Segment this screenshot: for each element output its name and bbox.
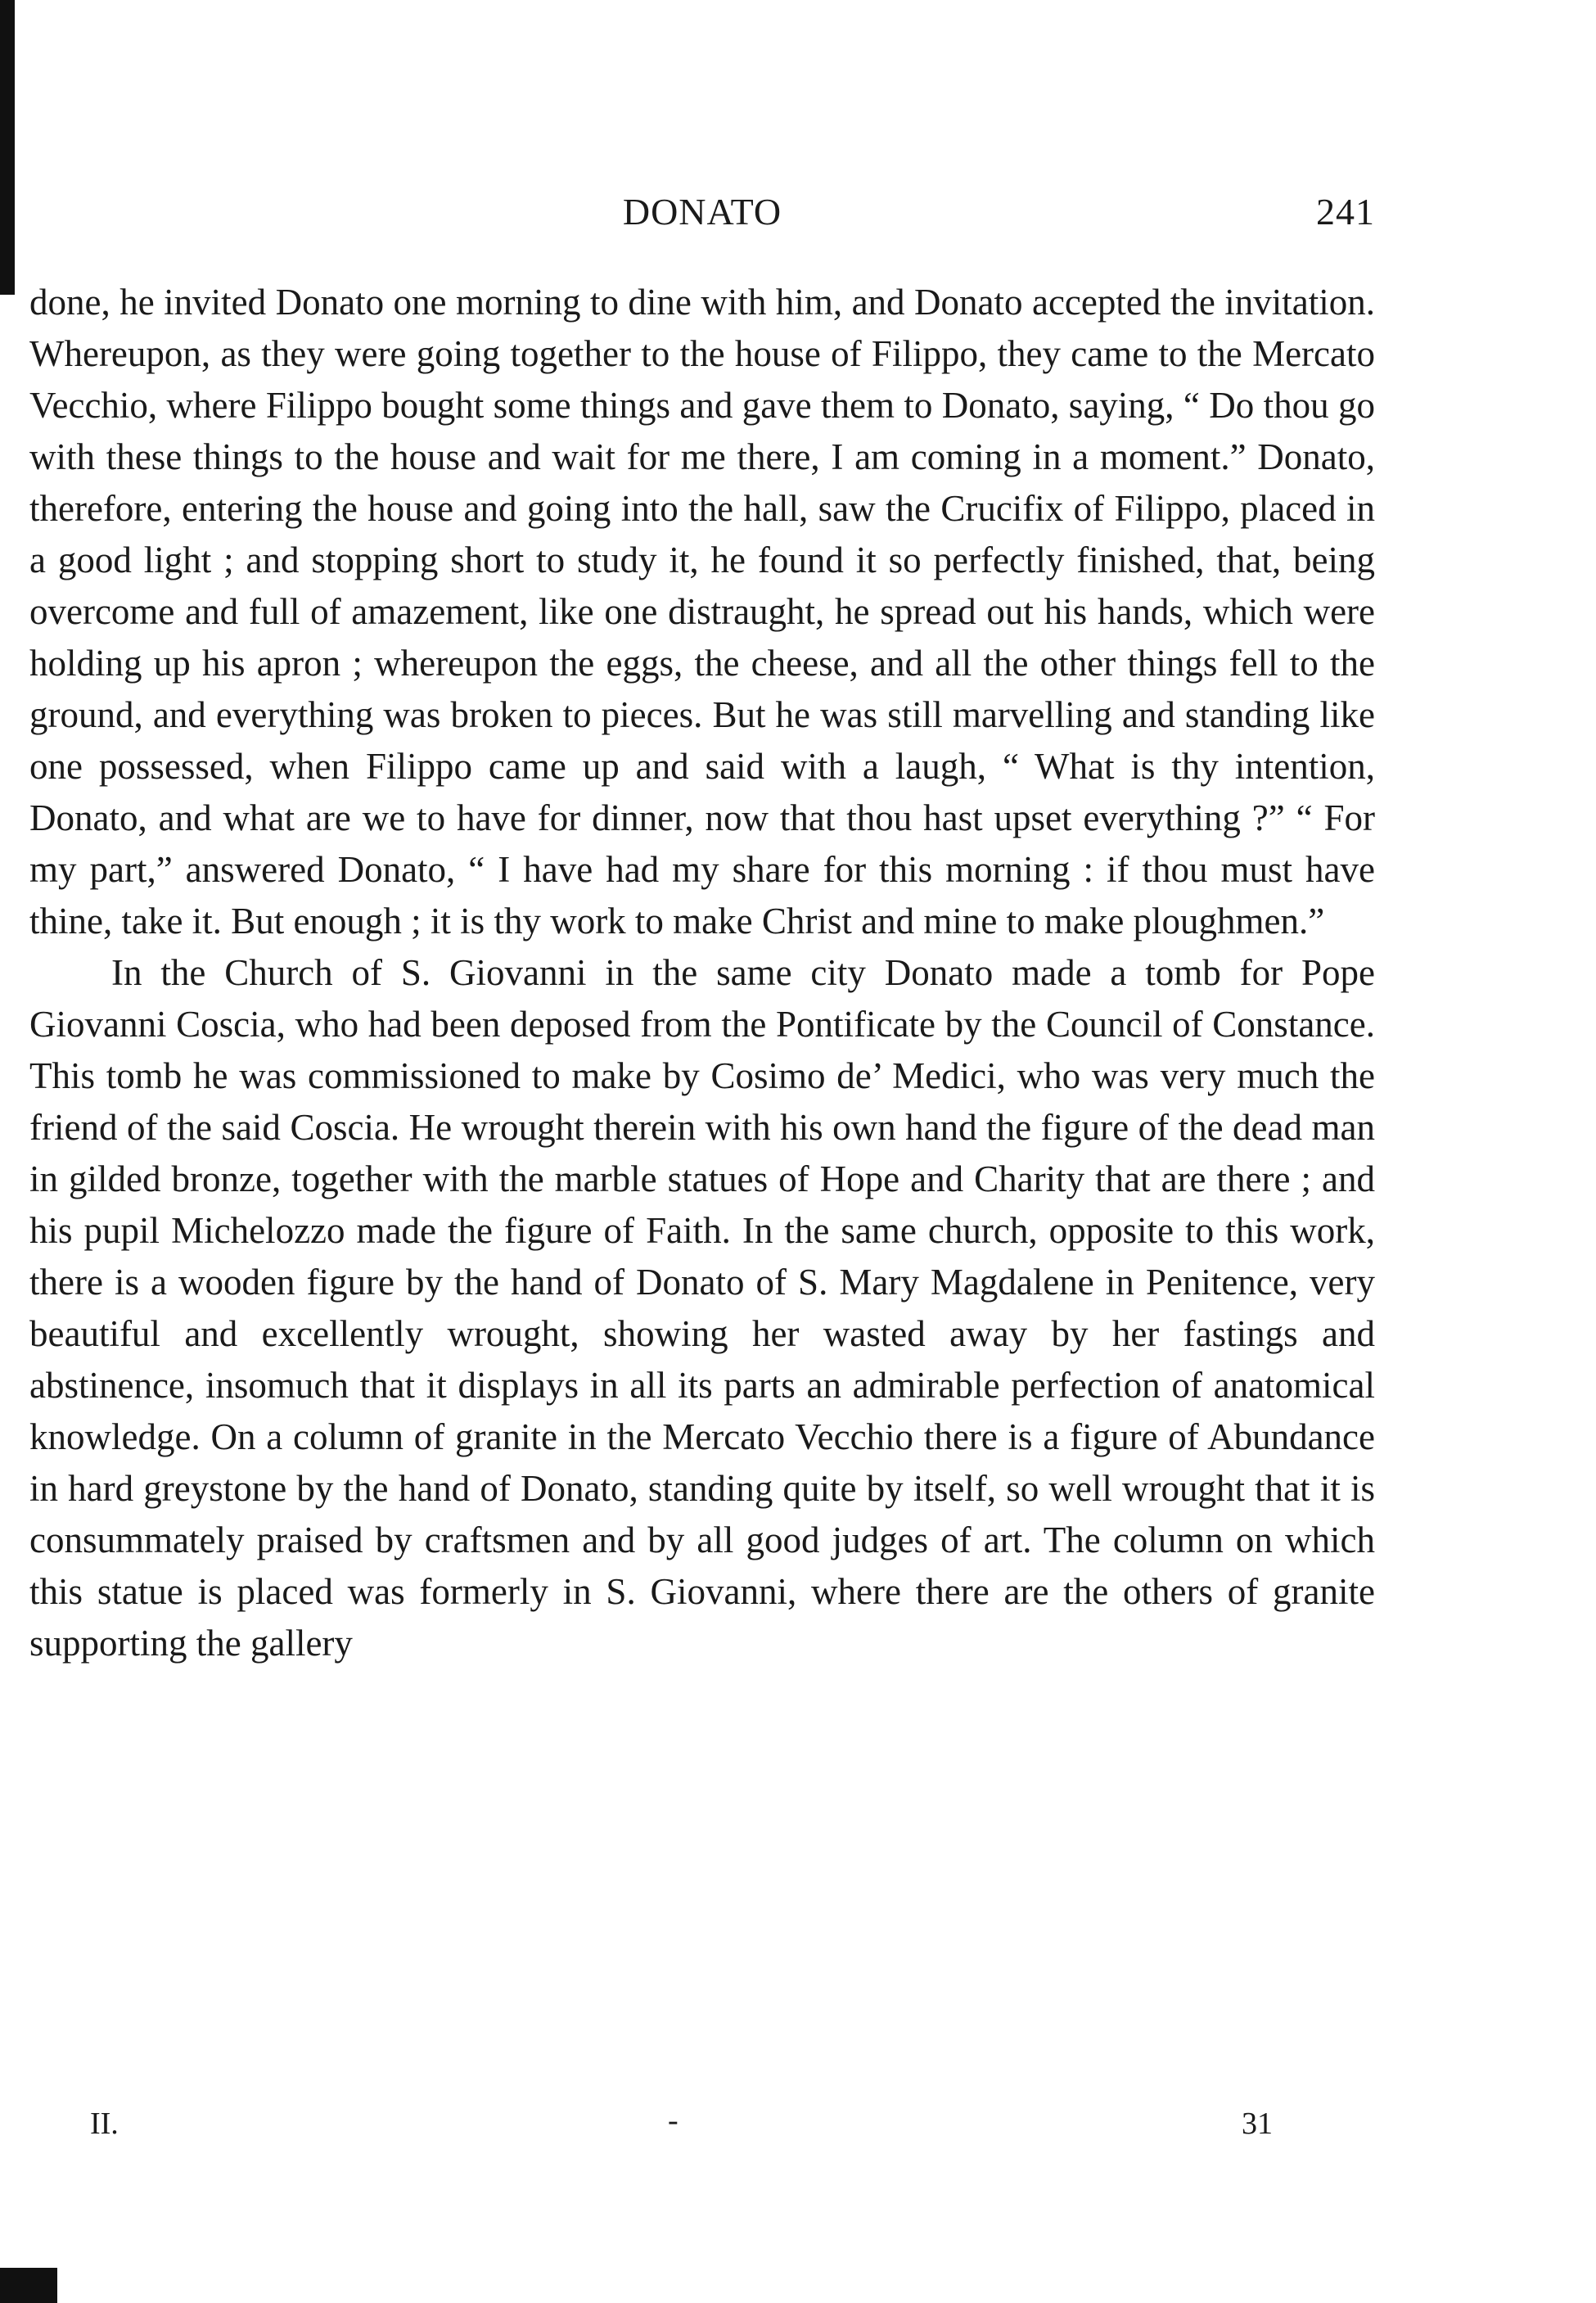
running-head <box>29 190 1375 239</box>
signature-number: 31 <box>1242 2107 1273 2141</box>
body-text <box>29 277 1375 1669</box>
scan-edge-mark <box>0 0 15 295</box>
paragraph-1: done, he invited Donato one morning to dine with him, and Donato accepted the invitation. Whereupon, as they were going together to the house of Filippo, they came to the Mercato Vecchio, where Filippo bought some things and gave them to Donato, saying, “ Do thou go with these things to the house and wait for me there, I am coming in a moment.” Donato, therefore, entering the house and going into the hall, saw the Crucifix of Filippo, placed in a good light ; and stopping short to study it, he found it so perfectly finished, that, being overcome and full of amazement, like one distraught, he spread out his hands, which were holding up his apron ; whereupon the eggs, the cheese, and all the other things fell to the ground, and everything was broken to pieces. But he was still marvelling and standing like one possessed, when Filippo came up and said with a laugh, “ What is thy intention, Donato, and what are we to have for dinner, now that thou hast upset everything ?” “ For my part,” answered Donato, “ I have had my share for this morning : if thou must have thine, take it. But enough ; it is thy work to make Christ and mine to make ploughmen.” <box>29 282 1375 942</box>
scan-corner-mark <box>0 2268 57 2303</box>
volume-mark: II. <box>90 2107 119 2141</box>
page-title: DONATO <box>622 191 782 233</box>
signature-line <box>29 2103 1375 2147</box>
page-number: 241 <box>1316 191 1375 233</box>
paragraph-2: In the Church of S. Giovanni in the same city Donato made a tomb for Pope Giovanni Coscia, who had been deposed from the Pontificate by the Council of Constance. This tomb he was commissioned to make by Cosimo de’ Medici, who was very much the friend of the said Coscia. He wrought therein with his own hand the figure of the dead man in gilded bronze, together with the marble statues of Hope and Charity that are there ; and his pupil Michelozzo made the figure of Faith. In the same church, opposite to this work, there is a wooden figure by the hand of Donato of S. Mary Magdalene in Penitence, very beautiful and excellently wrought, showing her wasted away by her fastings and abstinence, insomuch that it displays in all its parts an admirable perfection of anatomical knowledge. On a column of granite in the Mercato Vecchio there is a figure of Abundance in hard greystone by the hand of Donato, standing quite by itself, so well wrought that it is consummately praised by craftsmen and by all good judges of art. The column on which this statue is placed was formerly in S. Giovanni, where there are the others of granite supporting the gallery <box>29 952 1375 1664</box>
signature-dash: - <box>668 2103 679 2138</box>
